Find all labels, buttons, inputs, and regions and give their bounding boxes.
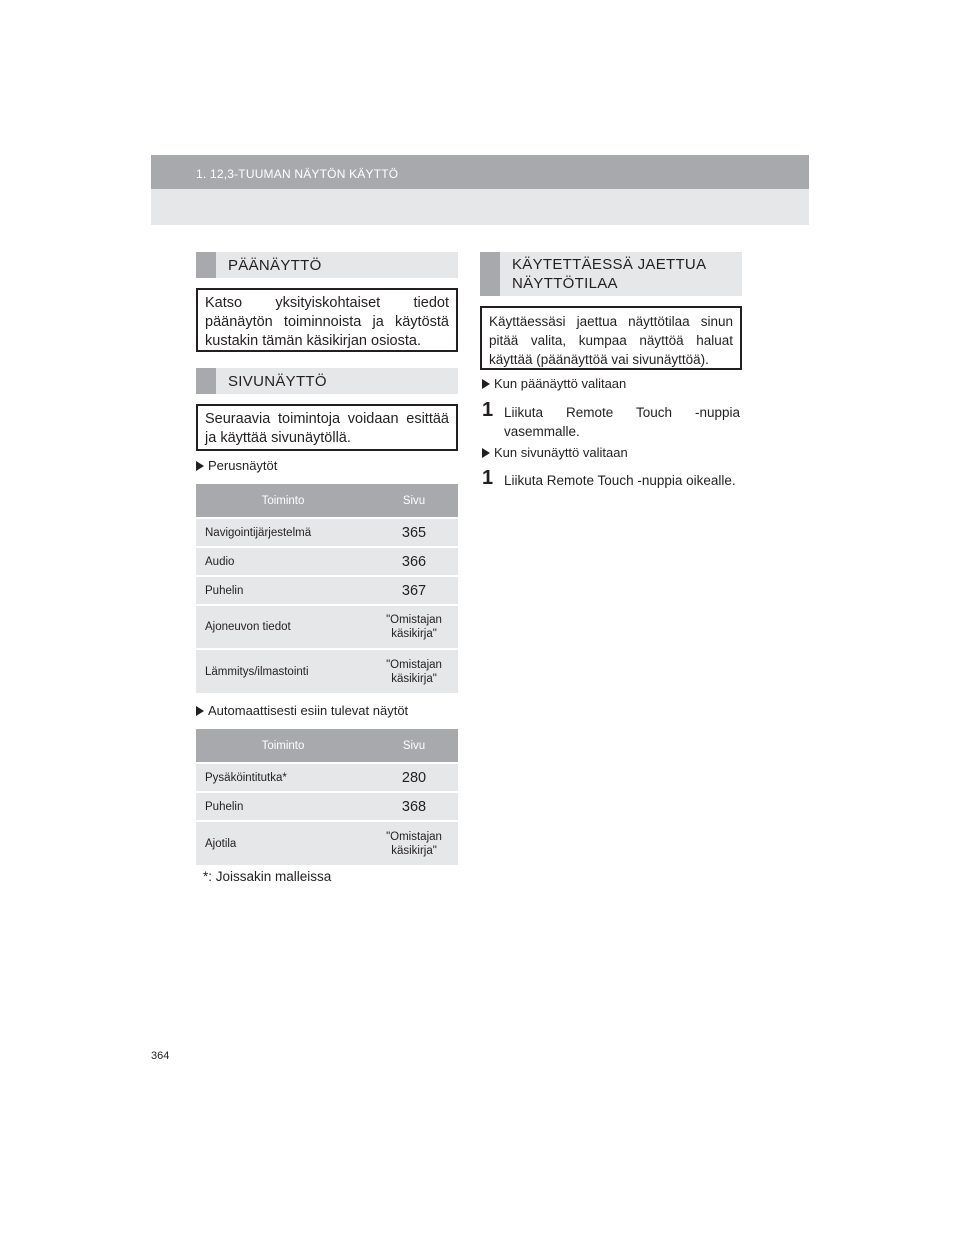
step-1-left (482, 399, 742, 443)
section-header-paanaytto (196, 252, 458, 278)
section-title: SIVUNÄYTTÖ (228, 373, 327, 390)
table-row: Ajotila "Omistajan käsikirja" (196, 821, 458, 865)
page-number: 364 (151, 1050, 170, 1062)
section-title: PÄÄNÄYTTÖ (228, 257, 322, 274)
table-header-page: Sivu (370, 484, 458, 518)
step-text: Liikuta Remote Touch -nuppia vasemmalle. (504, 405, 740, 439)
bullet-automaattiset: Automaattisesti esiin tulevat näytöt (196, 703, 408, 718)
triangle-bullet-icon (482, 448, 490, 458)
bullet-perusnaytot: Perusnäytöt (196, 458, 277, 473)
info-box-jaettu-naytto: Käyttäessäsi jaettua näyttötilaa sinun pitää valita, kumpaa näyttöä haluat käyttää (päänäyttöä vai sivunäyttöä). (480, 306, 742, 370)
chapter-title: 1. 12,3-TUUMAN NÄYTÖN KÄYTTÖ (196, 167, 399, 181)
function-table-basic (196, 484, 458, 693)
bullet-sivunaytto-valitaan: Kun sivunäyttö valitaan (482, 445, 628, 460)
section-title-line1: KÄYTETTÄESSÄ JAETTUA (512, 256, 707, 273)
bullet-paanaytto-valitaan: Kun päänäyttö valitaan (482, 376, 626, 391)
triangle-bullet-icon (482, 379, 490, 389)
table-row: Pysäköintitutka* 280 (196, 763, 458, 792)
section-header-jaettu-naytto (480, 252, 742, 296)
step-text: Liikuta Remote Touch -nuppia oikealle. (504, 473, 736, 488)
table-row: Navigointijärjestelmä 365 (196, 518, 458, 547)
table-row: Puhelin 367 (196, 576, 458, 605)
table-row: Audio 366 (196, 547, 458, 576)
table-row: Lämmitys/ilmastointi "Omistajan käsikirja" (196, 649, 458, 693)
info-box-sivunaytto: Seuraavia toimintoja voidaan esittää ja käyttää sivunäytöllä. (196, 404, 458, 451)
function-table-auto (196, 729, 458, 865)
info-box-paanaytto: Katso yksityiskohtaiset tiedot päänäytön toiminnoista ja käytöstä kustakin tämän käsikirjan osiosta. (196, 288, 458, 352)
triangle-bullet-icon (196, 706, 204, 716)
section-marker (196, 368, 216, 394)
step-1-right (482, 467, 742, 493)
section-marker (480, 252, 500, 296)
table-header-page: Sivu (370, 729, 458, 763)
section-marker (196, 252, 216, 278)
header-subbar (151, 189, 809, 225)
table-row: Ajoneuvon tiedot "Omistajan käsikirja" (196, 605, 458, 649)
step-number: 1 (482, 467, 494, 489)
step-number: 1 (482, 399, 494, 421)
footnote: *: Joissakin malleissa (203, 869, 332, 884)
triangle-bullet-icon (196, 461, 204, 471)
table-row: Puhelin 368 (196, 792, 458, 821)
table-header-function: Toiminto (196, 484, 370, 518)
section-title-line2: NÄYTTÖTILAA (512, 275, 618, 292)
table-header-function: Toiminto (196, 729, 370, 763)
section-header-sivunaytto (196, 368, 458, 394)
